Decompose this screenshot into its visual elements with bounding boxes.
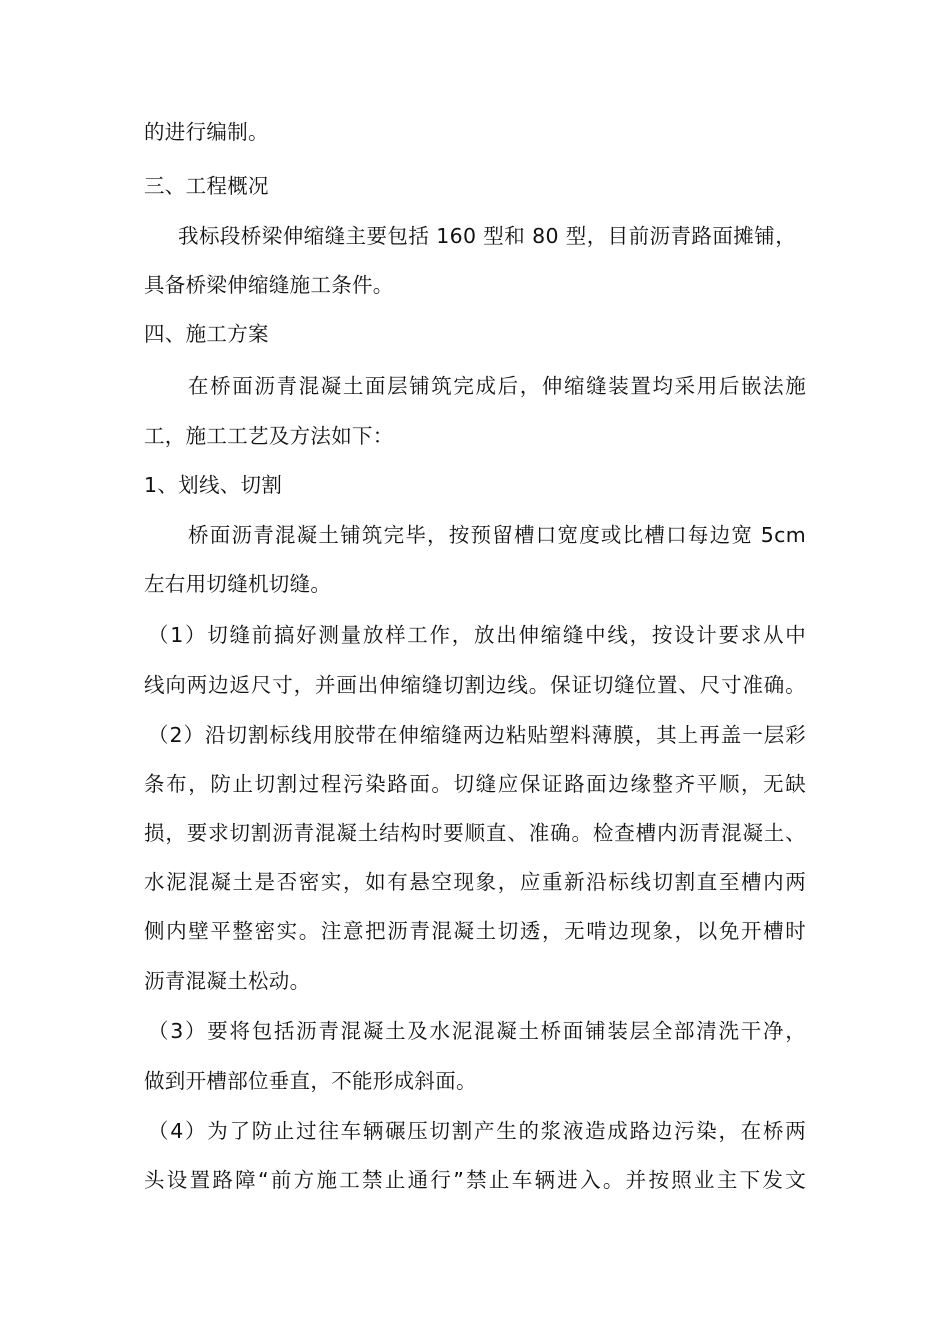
list-item-4: （4）为了防止过往车辆碾压切割产生的浆液造成路边污染，在桥两 [148,1119,806,1143]
section-heading-construction-plan: 四、施工方案 [144,322,269,346]
text-line: 沥青混凝土松动。 [144,969,311,993]
text-line: 桥面沥青混凝土铺筑完毕，按预留槽口宽度或比槽口每边宽 5cm [188,523,806,547]
text-line: 具备桥梁伸缩缝施工条件。 [144,273,394,297]
list-item-2: （2）沿切割标线用胶带在伸缩缝两边粘贴塑料薄膜，其上再盖一层彩 [148,723,806,747]
subheading-marking-cutting: 1、划线、切割 [144,473,283,497]
text-line: 头设置路障“前方施工禁止通行”禁止车辆进入。并按照业主下发文 [144,1168,806,1192]
text-line: 线向两边返尺寸，并画出伸缩缝切割边线。保证切缝位置、尺寸准确。 [144,673,806,697]
text-line: 我标段桥梁伸缩缝主要包括 160 型和 80 型，目前沥青路面摊铺， [178,224,796,248]
text-line: 在桥面沥青混凝土面层铺筑完成后，伸缩缝装置均采用后嵌法施 [188,374,806,398]
list-item-1: （1）切缝前搞好测量放样工作，放出伸缩缝中线，按设计要求从中 [148,623,806,647]
text-line: 损，要求切割沥青混凝土结构时要顺直、准确。检查槽内沥青混凝土、 [144,821,806,845]
section-heading-project-overview: 三、工程概况 [144,174,269,198]
text-line: 左右用切缝机切缝。 [144,572,332,596]
text-line: 做到开槽部位垂直，不能形成斜面。 [144,1069,477,1093]
text-line: 工，施工工艺及方法如下： [144,424,394,448]
text-line: 条布，防止切割过程污染路面。切缝应保证路面边缘整齐平顺，无缺 [144,772,806,796]
text-line: 侧内壁平整密实。注意把沥青混凝土切透，无啃边现象，以免开槽时 [144,919,806,943]
list-item-3: （3）要将包括沥青混凝土及水泥混凝土桥面铺装层全部清洗干净， [148,1019,806,1043]
text-line: 的进行编制。 [144,120,269,144]
text-line: 水泥混凝土是否密实，如有悬空现象，应重新沿标线切割直至槽内两 [144,870,806,894]
